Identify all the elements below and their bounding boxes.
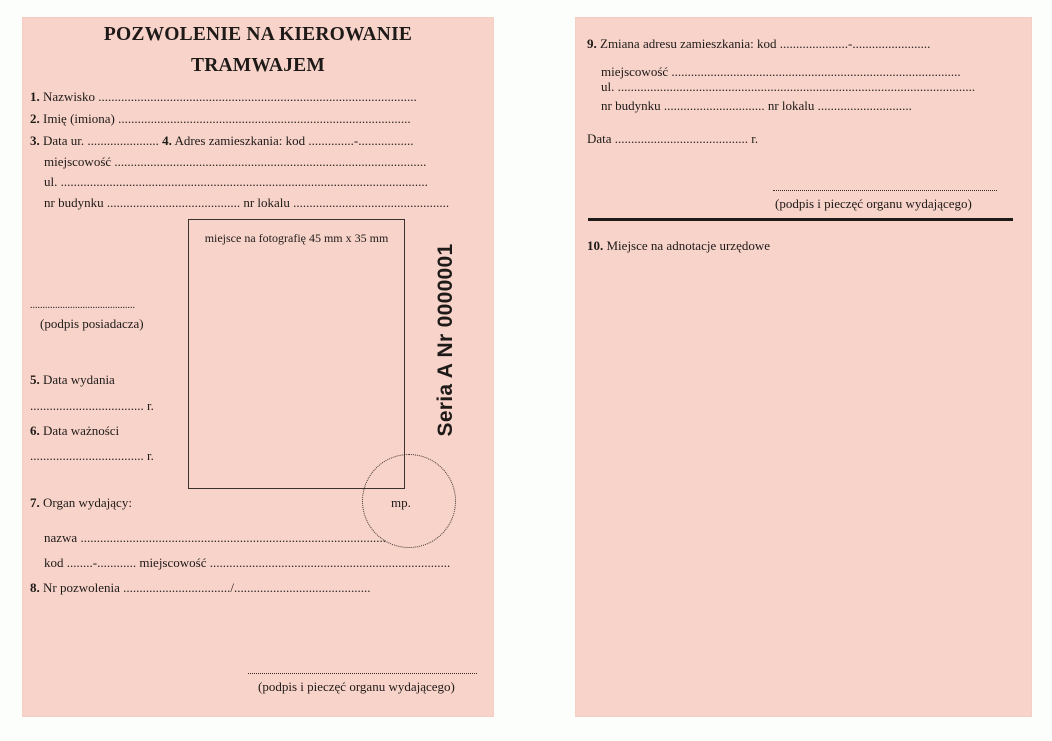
field-label: Miejsce na adnotacje urzędowe <box>603 238 771 253</box>
field-label: Nazwisko .................................................................................................. <box>39 89 417 104</box>
field-address-building[interactable]: nr budynku ......................................... nr lokalu ................................................ <box>44 195 450 210</box>
field-issuing-authority-label <box>30 495 132 510</box>
photo-label: miejsce na fotografię 45 mm x 35 mm <box>204 231 389 245</box>
issuer-signature-caption: (podpis i pieczęć organu wydającego) <box>258 679 455 694</box>
left-page <box>22 17 494 717</box>
right-page <box>575 17 1032 717</box>
field-label: Adres zamieszkania: kod ..............-................. <box>171 133 414 148</box>
field-expiry-date[interactable]: ................................... r. <box>30 448 154 463</box>
field-authority-address[interactable]: kod ........-............ miejscowość .......................................................................... <box>44 555 451 570</box>
field-label: Data ważności <box>39 423 120 438</box>
field-number: 10. <box>587 238 604 253</box>
field-number: 3. <box>30 133 40 148</box>
field-number: 2. <box>30 111 40 126</box>
field-authority-name[interactable]: nazwa .............................................................................................. <box>44 530 386 545</box>
field-number: 7. <box>30 495 40 510</box>
document-title-line2: TRAMWAJEM <box>191 55 325 76</box>
photo-placeholder <box>188 219 405 489</box>
field-birth-date-and-address[interactable] <box>30 133 413 148</box>
document-title-line1: POZWOLENIE NA KIEROWANIE <box>103 24 413 45</box>
field-label: Zmiana adresu zamieszkania: kod .....................-........................ <box>596 36 931 51</box>
field-issue-date-label <box>30 372 115 387</box>
field-expiry-date-label <box>30 423 119 438</box>
field-issue-date[interactable]: ................................... r. <box>30 398 154 413</box>
field-label: Data ur. ...................... <box>39 133 163 148</box>
issuer-signature-caption: (podpis i pieczęć organu wydającego) <box>775 196 972 211</box>
holder-signature-caption: (podpis posiadacza) <box>40 316 144 331</box>
field-label: Organ wydający: <box>39 495 132 510</box>
field-permit-number[interactable] <box>30 580 371 595</box>
field-address-city[interactable]: miejscowość ................................................................................................ <box>44 154 427 169</box>
field-change-date[interactable]: Data ......................................... r. <box>587 131 759 146</box>
issuer-signature-line[interactable] <box>773 190 997 191</box>
holder-signature-line[interactable]: .......................................... <box>30 300 135 311</box>
section-divider <box>588 218 1013 221</box>
field-first-names[interactable] <box>30 111 411 126</box>
field-number: 6. <box>30 423 40 438</box>
field-number: 9. <box>587 36 597 51</box>
field-number: 5. <box>30 372 40 387</box>
field-number: 4. <box>162 133 172 148</box>
stamp-label: mp. <box>391 495 411 510</box>
serial-number: Seria A Nr 0000001 <box>434 243 457 437</box>
field-new-address-street[interactable]: ul. .............................................................................................................. <box>601 79 976 94</box>
field-new-address-building[interactable]: nr budynku ............................... nr lokalu ............................. <box>601 98 912 113</box>
field-address-change[interactable] <box>587 36 930 51</box>
field-surname[interactable] <box>30 89 417 104</box>
field-new-address-city[interactable]: miejscowość ......................................................................................... <box>601 64 961 79</box>
field-number: 8. <box>30 580 40 595</box>
field-label: Nr pozwolenia ................................./.......................................... <box>39 580 371 595</box>
field-label: Data wydania <box>39 372 115 387</box>
official-annotations-label <box>587 238 770 253</box>
issuer-signature-line[interactable] <box>248 673 477 674</box>
field-address-street[interactable]: ul. ................................................................................................................. <box>44 174 428 189</box>
field-number: 1. <box>30 89 40 104</box>
field-label: Imię (imiona) .......................................................................................... <box>39 111 411 126</box>
